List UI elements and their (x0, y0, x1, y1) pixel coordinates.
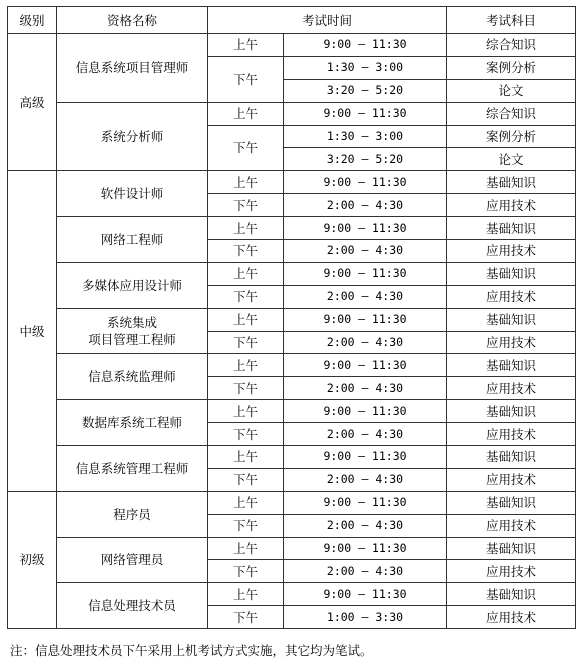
qualification-name-cell (57, 491, 208, 537)
exam-subject-cell: 应用技术 (447, 285, 576, 308)
exam-subject-cell: 综合知识 (447, 102, 576, 125)
session-period-cell: 下午 (208, 285, 284, 308)
exam-time-cell: 2:00 — 4:30 (284, 331, 447, 354)
session-period-cell: 上午 (208, 34, 284, 57)
session-period-cell: 上午 (208, 537, 284, 560)
exam-time-cell: 9:00 — 11:30 (284, 354, 447, 377)
qualification-name-cell (57, 262, 208, 308)
qualification-name-cell (57, 400, 208, 446)
exam-subject-cell: 应用技术 (447, 468, 576, 491)
level-cell: 高级 (8, 34, 57, 171)
exam-subject-cell: 基础知识 (447, 308, 576, 331)
qualification-name-cell (57, 217, 208, 263)
exam-subject-cell: 基础知识 (447, 400, 576, 423)
footnote: 注：信息处理技术员下午采用上机考试方式实施，其它均为笔试。 (10, 643, 373, 658)
session-period-cell: 下午 (208, 468, 284, 491)
exam-subject-cell: 应用技术 (447, 377, 576, 400)
exam-time-cell: 1:30 — 3:00 (284, 125, 447, 148)
schedule-row (8, 308, 576, 331)
schedule-row (8, 537, 576, 560)
exam-subject-cell: 基础知识 (447, 537, 576, 560)
qualification-name-cell (57, 171, 208, 217)
qualification-name-line: 信息处理技术员 (88, 598, 176, 614)
qualification-name-cell (57, 308, 208, 354)
session-period-cell: 下午 (208, 423, 284, 446)
header-level: 级别 (8, 7, 57, 34)
qualification-name-line: 软件设计师 (100, 186, 164, 202)
schedule-row (8, 171, 576, 194)
level-cell: 初级 (8, 491, 57, 628)
exam-time-cell: 9:00 — 11:30 (284, 446, 447, 469)
exam-subject-cell: 应用技术 (447, 560, 576, 583)
exam-time-cell: 9:00 — 11:30 (284, 102, 447, 125)
session-period-cell: 下午 (208, 560, 284, 583)
qualification-name-line: 网络管理员 (100, 552, 164, 568)
session-period-cell: 下午 (208, 514, 284, 537)
qualification-name-cell (57, 583, 208, 629)
header-exam-time: 考试时间 (208, 7, 447, 34)
qualification-name-line: 信息系统监理师 (88, 369, 176, 385)
exam-time-cell: 2:00 — 4:30 (284, 377, 447, 400)
schedule-row (8, 491, 576, 514)
session-period-cell: 上午 (208, 491, 284, 514)
session-period-cell: 下午 (208, 125, 284, 171)
exam-time-cell: 2:00 — 4:30 (284, 423, 447, 446)
header-row (8, 7, 576, 34)
session-period-cell: 上午 (208, 446, 284, 469)
exam-time-cell: 2:00 — 4:30 (284, 240, 447, 263)
level-cell: 中级 (8, 171, 57, 491)
exam-time-cell: 9:00 — 11:30 (284, 491, 447, 514)
exam-subject-cell: 应用技术 (447, 240, 576, 263)
session-period-cell: 上午 (208, 354, 284, 377)
exam-subject-cell: 基础知识 (447, 446, 576, 469)
exam-schedule-table (7, 6, 576, 629)
schedule-row (8, 217, 576, 240)
qualification-name-line: 信息系统项目管理师 (75, 60, 189, 76)
exam-time-cell: 2:00 — 4:30 (284, 468, 447, 491)
session-period-cell: 上午 (208, 262, 284, 285)
exam-time-cell: 1:00 — 3:30 (284, 606, 447, 629)
exam-time-cell: 9:00 — 11:30 (284, 537, 447, 560)
exam-subject-cell: 应用技术 (447, 194, 576, 217)
exam-time-cell: 3:20 — 5:20 (284, 79, 447, 102)
qualification-name-cell (57, 537, 208, 583)
exam-time-cell: 9:00 — 11:30 (284, 583, 447, 606)
exam-time-cell: 2:00 — 4:30 (284, 560, 447, 583)
header-exam-subject: 考试科目 (447, 7, 576, 34)
qualification-name-cell (57, 446, 208, 492)
exam-time-cell: 9:00 — 11:30 (284, 34, 447, 57)
session-period-cell: 下午 (208, 56, 284, 102)
exam-time-cell: 2:00 — 4:30 (284, 285, 447, 308)
schedule-row (8, 262, 576, 285)
exam-time-cell: 9:00 — 11:30 (284, 171, 447, 194)
qualification-name-line: 多媒体应用设计师 (81, 277, 182, 293)
exam-subject-cell: 应用技术 (447, 606, 576, 629)
schedule-row (8, 583, 576, 606)
schedule-row (8, 400, 576, 423)
qualification-name-line: 项目管理工程师 (88, 332, 176, 348)
session-period-cell: 上午 (208, 583, 284, 606)
session-period-cell: 上午 (208, 171, 284, 194)
exam-time-cell: 1:30 — 3:00 (284, 56, 447, 79)
exam-subject-cell: 论文 (447, 79, 576, 102)
exam-schedule-body (8, 7, 576, 629)
exam-time-cell: 2:00 — 4:30 (284, 194, 447, 217)
exam-schedule-sheet (7, 6, 576, 629)
exam-time-cell: 3:20 — 5:20 (284, 148, 447, 171)
exam-time-cell: 9:00 — 11:30 (284, 400, 447, 423)
schedule-row (8, 354, 576, 377)
session-period-cell: 下午 (208, 377, 284, 400)
header-qualification-name: 资格名称 (57, 7, 208, 34)
exam-subject-cell: 案例分析 (447, 56, 576, 79)
qualification-name-line: 信息系统管理工程师 (75, 460, 189, 476)
exam-subject-cell: 论文 (447, 148, 576, 171)
schedule-row (8, 102, 576, 125)
exam-subject-cell: 应用技术 (447, 514, 576, 537)
exam-subject-cell: 应用技术 (447, 331, 576, 354)
exam-time-cell: 2:00 — 4:30 (284, 514, 447, 537)
session-period-cell: 上午 (208, 102, 284, 125)
qualification-name-line: 数据库系统工程师 (81, 415, 182, 431)
schedule-row (8, 446, 576, 469)
qualification-name-cell (57, 34, 208, 103)
qualification-name-line: 系统集成 (106, 315, 157, 331)
session-period-cell: 上午 (208, 308, 284, 331)
qualification-name-cell (57, 102, 208, 171)
exam-time-cell: 9:00 — 11:30 (284, 217, 447, 240)
exam-subject-cell: 基础知识 (447, 491, 576, 514)
exam-subject-cell: 基础知识 (447, 262, 576, 285)
exam-time-cell: 9:00 — 11:30 (284, 308, 447, 331)
exam-subject-cell: 基础知识 (447, 583, 576, 606)
session-period-cell: 上午 (208, 400, 284, 423)
session-period-cell: 下午 (208, 331, 284, 354)
exam-subject-cell: 综合知识 (447, 34, 576, 57)
session-period-cell: 下午 (208, 606, 284, 629)
qualification-name-line: 程序员 (113, 506, 151, 522)
exam-subject-cell: 案例分析 (447, 125, 576, 148)
qualification-name-cell (57, 354, 208, 400)
exam-subject-cell: 基础知识 (447, 354, 576, 377)
qualification-name-line: 网络工程师 (100, 232, 164, 248)
session-period-cell: 下午 (208, 194, 284, 217)
session-period-cell: 下午 (208, 240, 284, 263)
qualification-name-line: 系统分析师 (100, 129, 164, 144)
exam-subject-cell: 应用技术 (447, 423, 576, 446)
schedule-row (8, 34, 576, 57)
exam-subject-cell: 基础知识 (447, 217, 576, 240)
exam-subject-cell: 基础知识 (447, 171, 576, 194)
exam-time-cell: 9:00 — 11:30 (284, 262, 447, 285)
session-period-cell: 上午 (208, 217, 284, 240)
